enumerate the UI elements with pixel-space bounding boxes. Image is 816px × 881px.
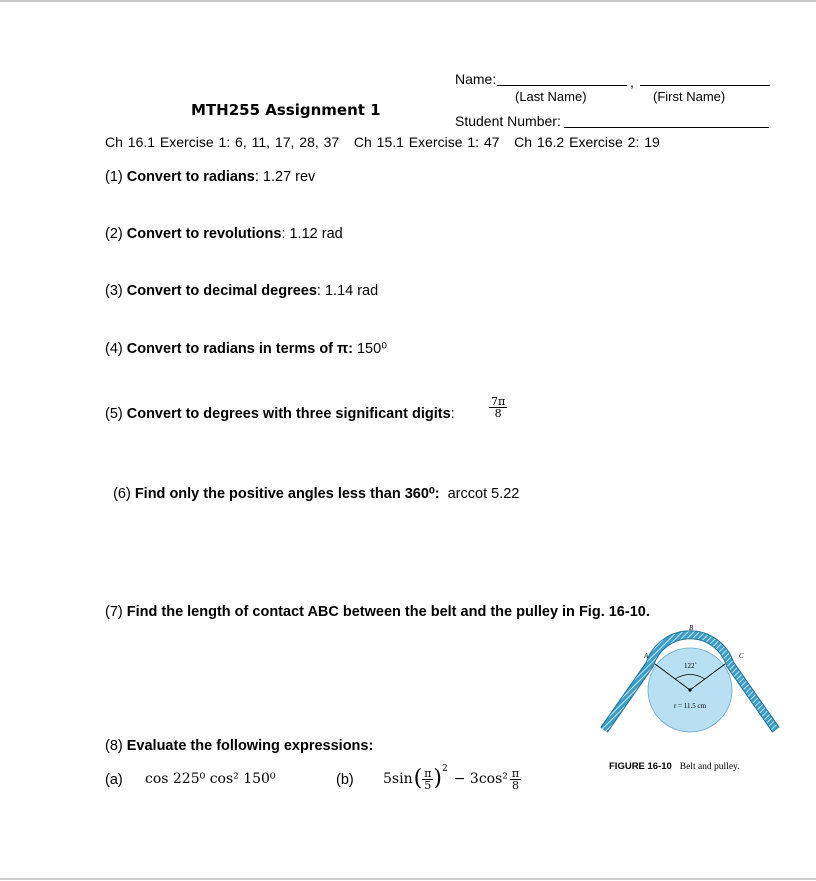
question-1-number: (1) xyxy=(105,169,127,185)
question-2 xyxy=(105,226,343,242)
label-c: C xyxy=(739,652,744,660)
question-3-instruction: Convert to decimal degrees xyxy=(126,283,317,299)
top-border xyxy=(0,0,816,2)
label-b: B xyxy=(689,624,694,632)
question-8-number: (8) xyxy=(105,738,127,754)
page-title: MTH255 Assignment 1 xyxy=(191,101,381,119)
question-3-value: : 1.14 rad xyxy=(316,283,379,299)
first-name-label: (First Name) xyxy=(653,89,726,104)
question-5-number: (5) xyxy=(105,406,127,422)
question-3 xyxy=(105,283,378,299)
pulley-center xyxy=(688,688,691,691)
question-5-fraction xyxy=(489,396,507,419)
question-8-instruction: Evaluate the following expressions: xyxy=(126,738,374,754)
question-2-instruction: Convert to revolutions xyxy=(126,226,282,242)
radius-label: r = 11.5 cm xyxy=(674,702,707,710)
last-name-label: (Last Name) xyxy=(515,89,587,104)
exercise-list: Ch 16.1 Exercise 1: 6, 11, 17, 28, 37 Ch 15.1 Exercise 1: 47 Ch 16.2 Exercise 2: 19 xyxy=(105,134,660,150)
question-1-instruction: Convert to radians xyxy=(126,169,255,185)
first-name-line xyxy=(640,85,770,86)
figure-caption-text: Belt and pulley. xyxy=(679,762,740,772)
question-6 xyxy=(105,470,519,502)
question-7-instruction: Find the length of contact ABC between the belt and the pulley in Fig. 16-10. xyxy=(126,604,650,620)
question-7-number: (7) xyxy=(105,604,127,620)
name-label: Name: xyxy=(455,71,497,87)
question-4-number: (4) xyxy=(105,341,127,357)
question-8a-label: (a) xyxy=(105,772,123,788)
b-fraction-numerator: π xyxy=(424,766,432,780)
question-4-instruction: Convert to radians in terms of π: xyxy=(126,341,353,357)
question-6-number: (6) xyxy=(113,486,135,502)
label-a: A xyxy=(644,652,649,660)
figure-number: FIGURE 16-10 xyxy=(609,761,672,772)
question-8a-expression: cos 225⁰ cos² 150⁰ xyxy=(145,771,276,787)
figure-caption xyxy=(609,761,740,772)
b-fraction-2 xyxy=(510,768,521,791)
question-7 xyxy=(105,604,650,620)
question-4 xyxy=(105,341,387,357)
b-cos-term: − 3cos² xyxy=(453,771,508,787)
b-open-paren: ( xyxy=(413,766,423,791)
b-fraction-2-numerator: π xyxy=(511,766,520,780)
last-name-line xyxy=(497,85,627,86)
question-6-instruction: Find only the positive angles less than 360⁰: xyxy=(134,486,440,502)
b-fraction-2-denominator: 8 xyxy=(512,778,520,792)
question-2-number: (2) xyxy=(105,226,127,242)
question-8b-label: (b) xyxy=(336,772,354,788)
question-1 xyxy=(105,169,315,185)
question-8b-expression xyxy=(383,762,521,796)
question-8 xyxy=(105,738,373,754)
b-fraction xyxy=(422,768,433,791)
question-3-number: (3) xyxy=(105,283,127,299)
bottom-border xyxy=(0,878,816,880)
name-comma: , xyxy=(630,74,634,90)
question-2-value: : 1.12 rad xyxy=(281,226,343,242)
question-5-instruction: Convert to degrees with three significant digits xyxy=(126,406,451,422)
angle-label: 122˚ xyxy=(684,662,697,670)
b-sin-term: 5sin xyxy=(383,771,413,787)
b-fraction-denominator: 5 xyxy=(424,778,432,792)
fraction-numerator: 7π xyxy=(491,395,506,408)
question-5 xyxy=(105,406,455,422)
belt-pulley-figure xyxy=(594,618,788,754)
b-close-paren: ) xyxy=(433,766,443,791)
question-1-value: : 1.27 rev xyxy=(254,169,316,185)
student-number-label: Student Number: xyxy=(455,113,561,129)
fraction-denominator: 8 xyxy=(494,407,502,420)
question-4-value: 150⁰ xyxy=(352,341,388,357)
student-number-line xyxy=(564,127,769,128)
question-6-value: arccot 5.22 xyxy=(439,486,520,502)
b-exponent: 2 xyxy=(442,764,448,774)
question-5-colon: : xyxy=(450,406,455,422)
